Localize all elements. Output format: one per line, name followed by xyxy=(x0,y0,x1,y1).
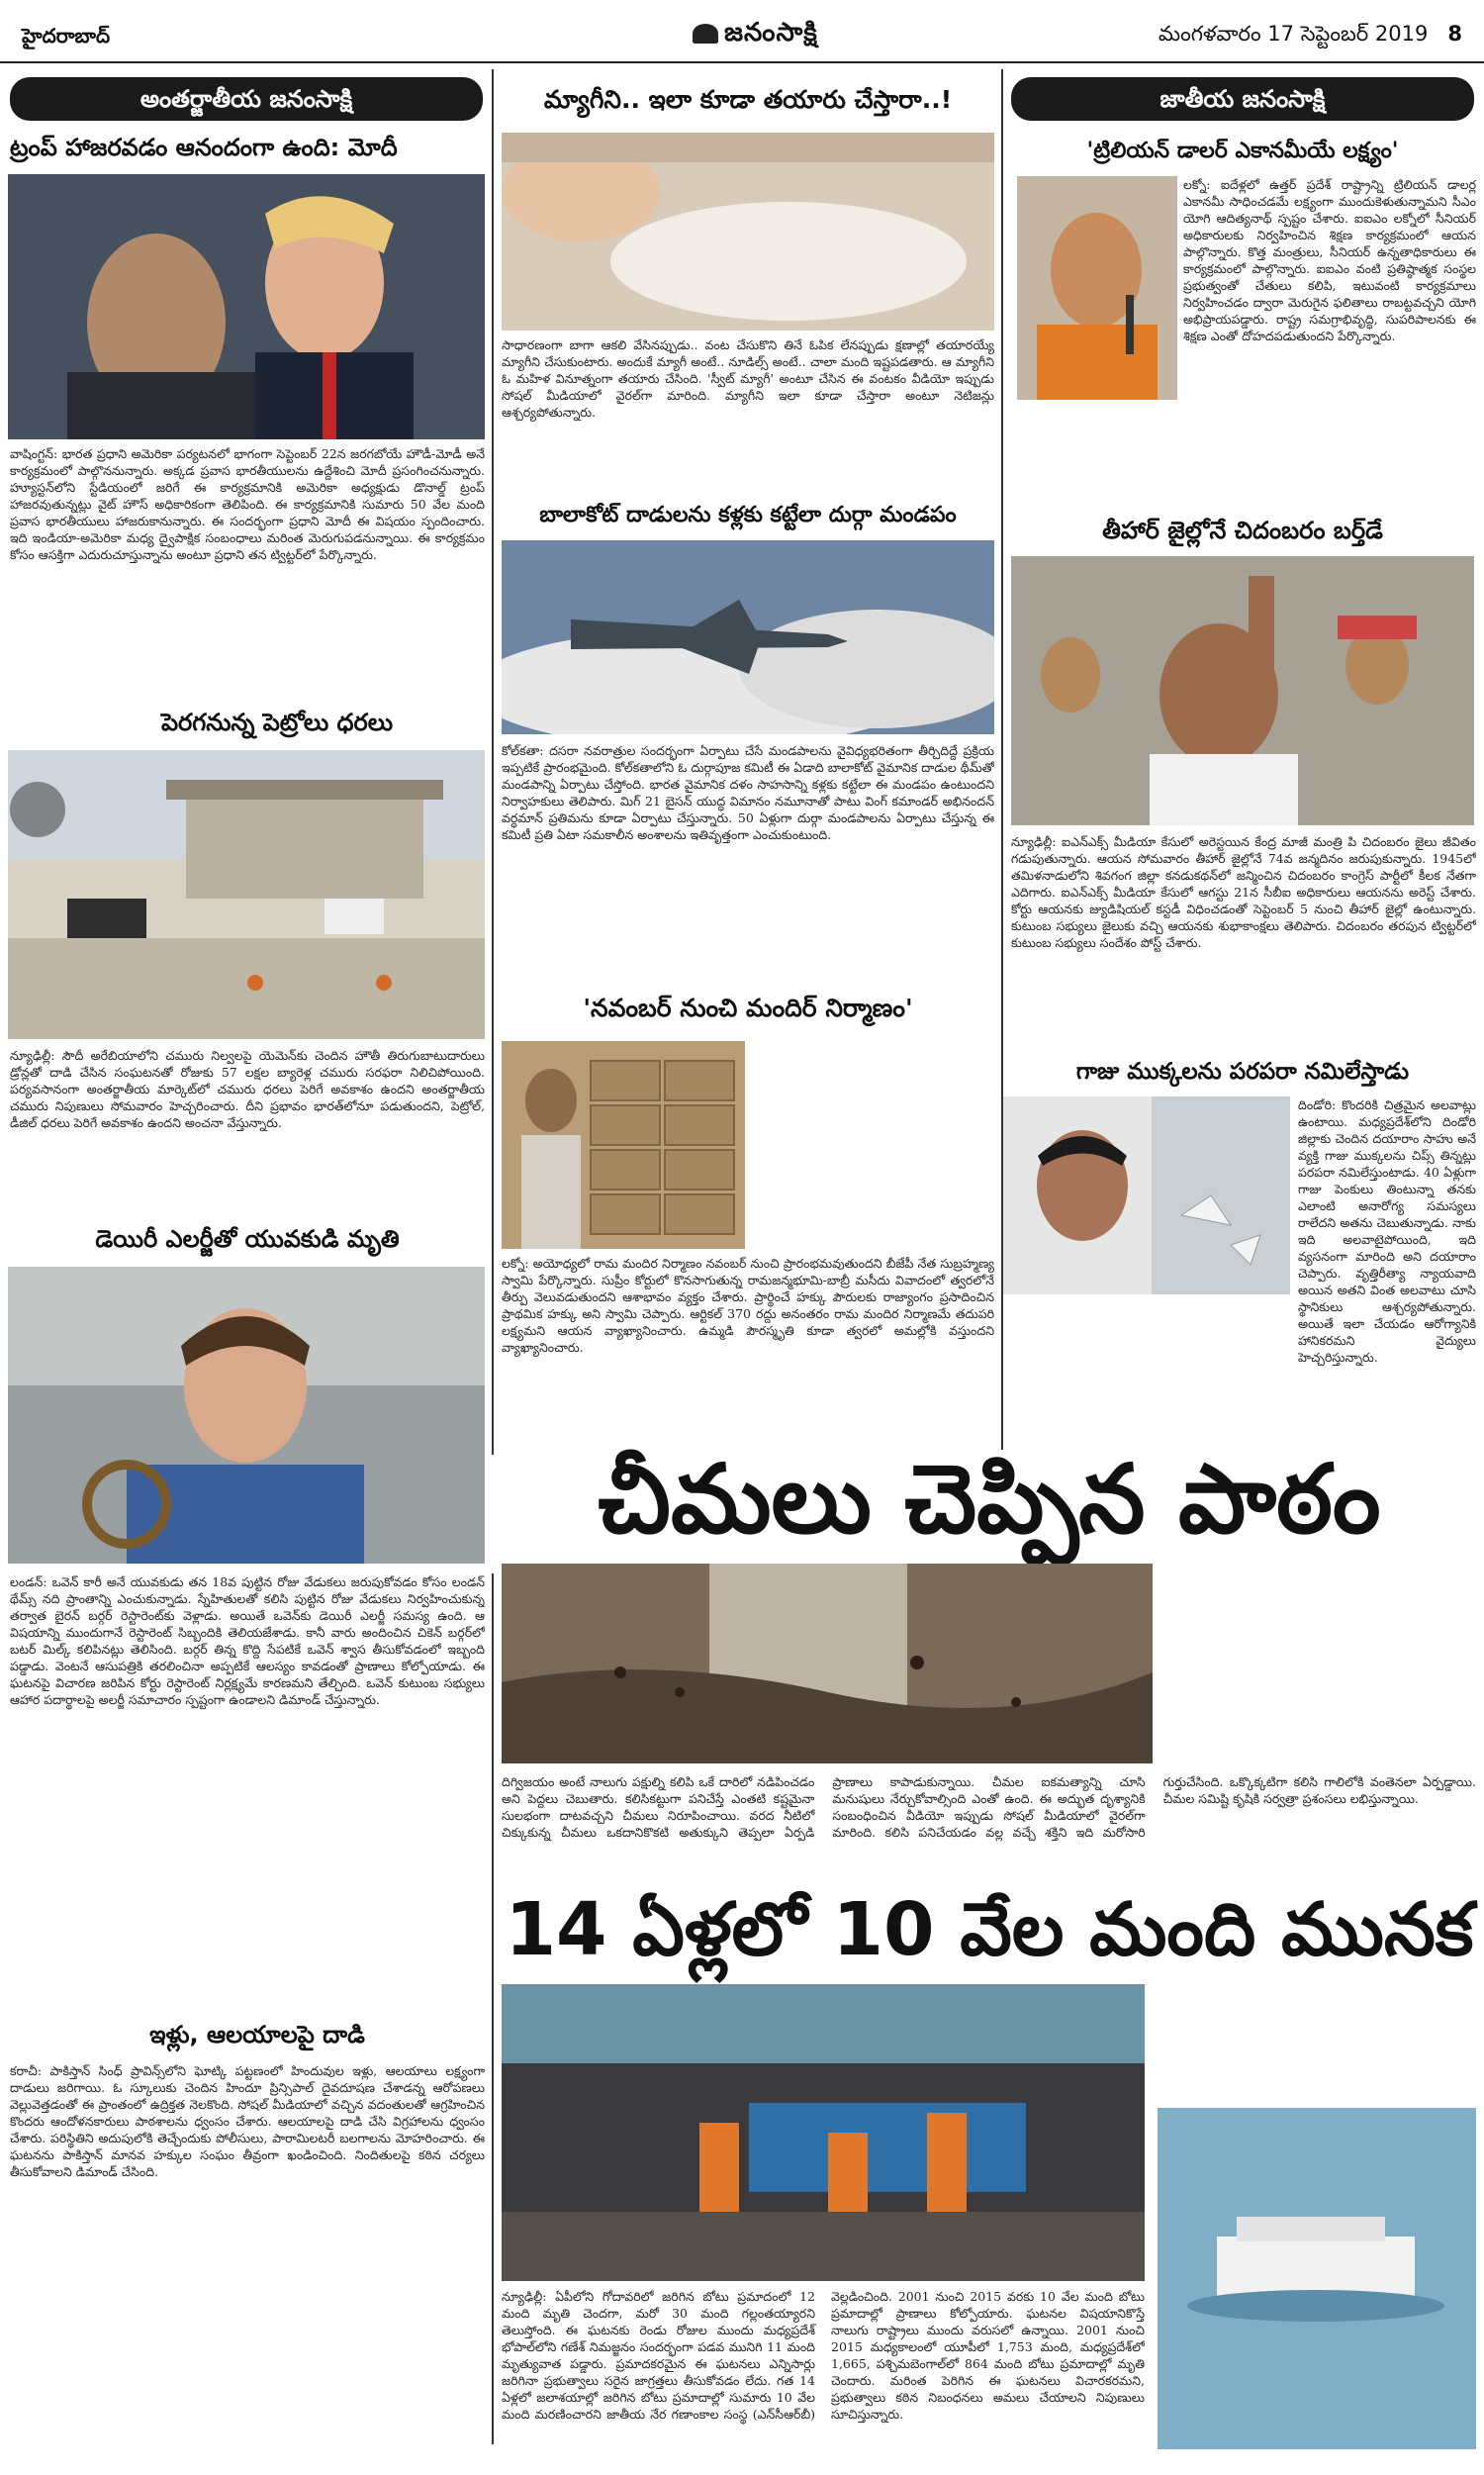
article-temples-attack: కరాచీ: పాకిస్తాన్ సింధ్ ప్రావిన్స్‌లోని ఘోట్కి పట్టణంలో హిందువుల ఇళ్లు, ఆలయాలు లక్ష్యంగా దాడులు జరిగాయి. ఓ స్కూలుకు చెందిన హిందూ ప్రిన్సిపాల్ దైవదూషణ చేశాడన్న ఆరోపణలు వెల్లువెత్తడంతో ఈ ప్రాంతంలో ఉద్రిక్తత నెలకొంది. సోషల్ మీడియాలో వచ్చిన వదంతులతో ఆగ్రహించిన కొందరు ఆందోళనకారులు పాఠశాలను ధ్వంసం చేశారు. ఆలయాలపై దాడి చేసి విగ్రహాలను ధ్వంసం చేశారు. పరిస్థితిని అదుపులోకి తెచ్చేందుకు పోలీసులు, పారామిలటరీ బలగాలను మోహరించారు. ఈ ఘటనను పాకిస్తాన్ మానవ హక్కుల సంఘం తీవ్రంగా ఖండించింది. నిందితులపై కఠిన చర్యలు తీసుకోవాలని డిమాండ్ చేసింది. xyxy=(10,2063,485,2179)
headline-maggi: మ్యాగీని.. ఇలా కూడా తయారు చేస్తారా..! xyxy=(543,85,953,114)
section-banner-national: జాతీయ జనంసాక్షి xyxy=(1011,77,1474,121)
article-trillion-economy-continued xyxy=(1011,404,1476,515)
article-boat-deaths: న్యూఢిల్లీ: ఏపీలోని గోదావరిలో జరిగిన బోటు ప్రమాదంలో 12 మంది మృతి చెందగా, మరో 30 మంది గల్లంతయ్యారని తెలుస్తోంది. ఈ ఘటనకు రెండు రోజుల ముందు మధ్యప్రదేశ్ భోపాల్‌లోని గణేశ్ నిమజ్జనం సందర్భంగా పడవ మునిగి 11 మంది మృత్యువాత పడ్డారు. ప్రమాదకరమైన ఈ ఘటనలు ఎన్నిసార్లు జరిగినా ప్రభుత్వాలు సరైన జాగ్రత్తలు తీసుకోవడం లేదు. గత 14 ఏళ్లలో జలాశయాల్లో జరిగిన బోటు ప్రమాదాల్లో సుమారు 10 వేల మంది మరణించారని జాతీయ నేర గణాంకాల సంస్థ (ఎన్‌సీఆర్‌బీ) వెల్లడించింది. 2001 నుంచి 2015 వరకు 10 వేల మంది బోటు ప్రమాదాల్లో ప్రాణాలు కోల్పోయారు. ఘటనల విషయానికొస్తే నాలుగు రాష్ట్రాలు ముందు వరుసలో ఉన్నాయి. 2001 నుంచి 2015 మధ్యకాలంలో యూపీలో 1,753 మంది, మధ్యప్రదేశ్‌లో 1,665, పశ్చిమబెంగాల్‌లో 864 మంది బోటు ప్రమాదాల్లో మృతి చెందారు. మరింత పెరిగిన ఈ ఘటనలు విచారకరమని, ప్రభుత్వాలు కఠిన నిబంధనలు అమలు చేయాలని నిపుణులు సూచిస్తున్నారు. xyxy=(502,2289,1145,2422)
article-maggi: సాధారణంగా బాగా ఆకలి వేసినప్పుడు.. వంట చేసుకొని తినే ఓపిక లేనప్పుడు క్షణాల్లో తయారయ్యే మ్యాగీని చేసుకుంటారు. అందుకే మ్యాగీ అంటే.. నూడిల్స్ అంటే.. చాలా మంది ఇష్టపడతారు. ఆ మ్యాగీని ఓ మహిళ వినూత్నంగా తయారు చేసింది. 'స్వీట్ మ్యాగీ' అంటూ చేసిన ఈ వంటకం వీడియో ఇప్పుడు సోషల్ మీడియాలో వైరల్‌గా మారింది. మ్యాగీని ఇలా కూడా చేస్తారా అంటూ నెటిజన్లు ఆశ్చర్యపోతున్నారు. xyxy=(502,337,994,420)
headline-ants-lesson: చీమలు చెప్పిన పాఠం xyxy=(598,1444,1381,1555)
article-mandir-construction: లక్నో: అయోధ్యలో రామ మందిర నిర్మాణం నవంబర్ నుంచి ప్రారంభమవుతుందని బీజేపీ నేత సుబ్రహ్మణ్య స్వామి పేర్కొన్నారు. సుప్రీం కోర్టులో కొనసాగుతున్న రామజన్మభూమి-బాబ్రీ మసీదు వివాదంలో త్వరలోనే తీర్పు వెలువడుతుందని ఆశాభావం వ్యక్తం చేశారు. ప్రార్థించే హక్కు పౌరులకు రాజ్యాంగం ప్రసాదించిన ప్రాథమిక హక్కు అని స్వామి చెప్పారు. ఆర్టికల్ 370 రద్దు అనంతరం రామ మందిర నిర్మాణమే తదుపరి లక్ష్యమని ఆయన వ్యాఖ్యానించారు. ఉమ్మడి పౌరస్మృతి కూడా త్వరలో అమల్లోకి వస్తుందని వ్యాఖ్యానించారు. xyxy=(502,1256,994,1355)
photo-maggi xyxy=(502,133,994,331)
masthead xyxy=(0,0,1484,63)
page-number: 8 xyxy=(1447,22,1462,46)
article-dairy-allergy: లండన్: ఒవెన్ కారీ అనే యువకుడు తన 18వ పుట్టిన రోజు వేడుకలు జరుపుకోవడం కోసం లండన్ థేమ్స్ నది ప్రాంతాన్ని ఎంచుకున్నాడు. స్నేహితులతో కలిసి పుట్టిన రోజు వేడుకలు నిర్వహించుకున్న తర్వాత బైరన్ బర్గర్ రెస్టారెంట్‌కు వెళ్లాడు. అయితే ఒవెన్‌కు డెయిరీ ఎలర్జీ సమస్య ఉంది. ఆ విషయాన్ని ముందుగానే రెస్టారెంట్ సిబ్బందికి తెలియజేశాడు. కానీ వారు అందించిన చికెన్ బర్గర్‌లో బటర్ మిల్క్ కలిపినట్లు తెలిసింది. బర్గర్ తిన్న కొద్ది సేపటికే ఒవెన్ శ్వాస తీసుకోవడంలో ఇబ్బంది పడ్డాడు. వెంటనే ఆసుపత్రికి తరలించినా అప్పటికే ఆలస్యం కావడంతో ప్రాణాలు కోల్పోయాడు. ఈ ఘటనపై విచారణ జరిపిన కోర్టు రెస్టారెంట్ నిర్లక్ష్యమే కారణమని తేల్చింది. ఒవెన్ కుటుంబ సభ్యులు ఆహార పదార్థాలపై అలర్జీ సమాచారం స్పష్టంగా ఉండాలని డిమాండ్ చేస్తున్నారు. xyxy=(10,1574,485,1707)
headline-mandir-construction: 'నవంబర్ నుంచి మందిర్ నిర్మాణం' xyxy=(583,994,913,1022)
article-glass-eater: దిండోరి: కొందరికి చిత్రమైన అలవాట్లు ఉంటాయి. మధ్యప్రదేశ్‌లోని దిండోరి జిల్లాకు చెందిన దయారాం సాహు అనే వ్యక్తి గాజు ముక్కలను చిప్స్ తిన్నట్లు పరపరా నమిలేస్తుంటాడు. 40 ఏళ్లుగా గాజు పెంకులు తింటున్నా తనకు ఎలాంటి అనారోగ్య సమస్యలు రాలేదని అతను చెబుతున్నాడు. నాకు ఇది అలవాటైపోయింది, ఇది వ్యసనంగా మారింది అని దయారాం చెప్పారు. వృత్తిరీత్యా న్యాయవాది అయిన అతని వింత అలవాటు చూసి స్థానికులు ఆశ్చర్యపోతున్నారు. అయితే ఇలా చేయడం ఆరోగ్యానికి హానికరమని వైద్యులు హెచ్చరిస్తున్నారు. xyxy=(1298,1097,1476,1365)
headline-boat-deaths: 14 ఏళ్లలో 10 వేల మంది మునక xyxy=(505,1887,1474,1972)
photo-chidambaram xyxy=(1011,556,1474,825)
article-petrol-prices: న్యూఢిల్లీ: సౌదీ అరేబియాలోని చమురు నిల్వలపై యెమెన్‌కు చెందిన హౌతీ తిరుగుబాటుదారులు డ్రోన్లతో దాడి చేసిన సంఘటనతో రోజుకు 57 లక్షల బ్యారెళ్ల చమురు సరఫరా నిలిచిపోయింది. పర్యవసానంగా అంతర్జాతీయ మార్కెట్‌లో చమురు ధరలు పెరిగే అవకాశం ఉందని అంతర్జాతీయ చమురు నిపుణులు సోమవారం హెచ్చరించారు. దీని ప్రభావం భారత్‌లోనూ పడుతుందని, పెట్రోల్, డీజిల్ ధరలు పెరిగే అవకాశం ఉందని అంచనా వేస్తున్నారు. xyxy=(10,1048,485,1130)
headline-temples-attack: ఇళ్లు, ఆలయాలపై దాడి xyxy=(149,2021,365,2048)
article-trillion-economy: లక్నో: ఐదేళ్లలో ఉత్తర్ ప్రదేశ్ రాష్ట్రాన్ని ట్రిలియన్ డాలర్ల ఎకానమీ సాధించడమే లక్ష్యంగా ముందుకెళుతున్నామని సీఎం యోగి ఆదిత్యనాథ్ స్పష్టం చేశారు. ఐఐఎం లక్నోలో సీనియర్ అధికారులకు నిర్వహించిన శిక్షణ కార్యక్రమంలో ఆయన పాల్గొన్నారు. కొత్త మంత్రులు, సీనియర్ ఉన్నతాధికారులు ఈ కార్యక్రమంలో పాల్గొన్నారు. ఐఐఎం వంటి ప్రతిష్ఠాత్మక సంస్థల ప్రభుత్వంతో చేతులు కలిపి, ఇటువంటి కార్యక్రమాలు నిర్వహించడం ద్వారా మెరుగైన ఫలితాలు రాబట్టవచ్చని యోగి అభిప్రాయపడ్డారు. రాష్ట్ర సమగ్రాభివృద్ధి, సుపరిపాలనకు ఈ శిక్షణ ఎంతో దోహదపడుతుందని పేర్కొన్నారు. xyxy=(1183,177,1476,343)
photo-ants-bridge xyxy=(502,1564,1153,1763)
column-rule-left xyxy=(492,69,494,1455)
photo-boat-river xyxy=(1158,2108,1476,2449)
headline-petrol-prices: పెరగనున్న పెట్రోలు ధరలు xyxy=(160,709,394,736)
headline-glass-eater: గాజు ముక్కలను పరపరా నమిలేస్తాడు xyxy=(1075,1059,1410,1085)
article-balakot-mandapam: కోల్‌కతా: దసరా నవరాత్రుల సందర్భంగా ఏర్పాటు చేసే మండపాలను వైవిధ్యభరితంగా తీర్చిదిద్దే ప్రక్రియ ఇప్పటికే ప్రారంభమైంది. కోల్‌కతాలోని ఓ దుర్గాపూజ కమిటీ ఈ ఏడాది బాలాకోట్ వైమానిక దాడుల థీమ్‌తో మండపాన్ని ఏర్పాటు చేస్తోంది. భారత వైమానిక దళం సాహసాన్ని కళ్లకు కట్టేలా ఈ మండపం ఉంటుందని నిర్వాహకులు తెలిపారు. మిగ్ 21 బైసన్ యుద్ధ విమానం నమూనాతో పాటు వింగ్ కమాండర్ అభినందన్ వర్ధమాన్ ప్రతిమను కూడా ఏర్పాటు చేస్తున్నారు. 50 ఏళ్లుగా దుర్గా మండపాలను ఏర్పాటు చేస్తున్న ఈ కమిటీ ప్రతి ఏటా సమకాలీన అంశాలను ఇతివృత్తంగా ఎంచుకుంటుంది. xyxy=(502,743,994,842)
section-banner-international: అంతర్జాతీయ జనంసాక్షి xyxy=(10,77,483,121)
article-ants-lesson: దిగ్విజయం అంటే నాలుగు పక్షుల్ని కలిపి ఒకే దారిలో నడిపించడం అని పెద్దలు చెబుతారు. కలిసికట్టుగా పనిచేస్తే ఎంతటి కష్టమైనా సులభంగా దాటవచ్చని చీమలు నిరూపించాయి. వరద నీటిలో చిక్కుకున్న చీమలు ఒకదానికొకటి అతుక్కుని తెప్పలా ఏర్పడి ప్రాణాలు కాపాడుకున్నాయి. చీమల ఐకమత్యాన్ని చూసి మనుషులు నేర్చుకోవాల్సింది ఎంతో ఉంది. ఈ అద్భుత దృశ్యానికి సంబంధించిన వీడియో ఇప్పుడు సోషల్ మీడియాలో వైరల్‌గా మారింది. కలిసి పనిచేయడం వల్ల వచ్చే శక్తిని ఇది మరోసారి గుర్తుచేసింది. ఒక్కొక్కటిగా కలిసి గాలిలోకి వంతెనలా ఏర్పడ్డాయి. చీమల సమిష్టి కృషికి సర్వత్రా ప్రశంసలు లభిస్తున్నాయి. xyxy=(502,1774,1476,1840)
headline-trump-modi: ట్రంప్ హాజరవడం ఆనందంగా ఉంది: మోదీ xyxy=(10,134,398,161)
photo-modi-trump xyxy=(8,174,485,439)
photo-yogi xyxy=(1017,176,1177,400)
photo-oil-facility xyxy=(8,750,485,1039)
paper-logo-icon xyxy=(693,24,718,44)
headline-dairy-allergy: డెయిరీ ఎలర్జీతో యువకుడి మృతి xyxy=(95,1225,400,1253)
photo-fighter-jet xyxy=(502,540,994,734)
headline-balakot-mandapam: బాలాకోట్ దాడులను కళ్లకు కట్టేలా దుర్గా మండపం xyxy=(539,503,957,527)
photo-ayodhya-stones xyxy=(502,1041,745,1249)
photo-boat-rescue xyxy=(502,1984,1145,2281)
photo-young-man xyxy=(8,1267,485,1564)
article-trump-modi: వాషింగ్టన్: భారత ప్రధాని అమెరికా పర్యటనలో భాగంగా సెప్టెంబర్ 22న జరగబోయే హౌడీ-మోడీ అనే కార్యక్రమంలో పాల్గొననున్నారు. అక్కడ ప్రవాస భారతీయులను ఉద్దేశించి మోదీ ప్రసంగించనున్నారు. హ్యూస్టన్‌లోని స్టేడియంలో జరిగే ఈ కార్యక్రమానికి అమెరికా అధ్యక్షుడు డొనాల్డ్ ట్రంప్ హాజరవుతున్నట్లు వైట్ హౌస్ అధికారికంగా తెలిపింది. ఈ కార్యక్రమానికి సుమారు 50 వేల మంది ప్రవాస భారతీయులు హాజరుకానున్నారు. ఈ సందర్భంగా ప్రధాని మోదీ ఈ విషయం స్పందించారు. ఇది ఇండియా-అమెరికా మధ్య ద్వైపాక్షిక సంబంధాలు మరింత మెరుగుపడనున్నాయి. ఈ కార్యక్రమం కోసం ఆసక్తిగా ఎదురుచూస్తున్నాను అంటూ ప్రధాని తన ట్విట్టర్‌లో పేర్కొన్నారు. xyxy=(10,446,485,562)
column-rule-left-lower xyxy=(492,1573,494,2444)
masthead-date: మంగళవారం 17 సెప్టెంబర్ 2019 8 xyxy=(1158,22,1462,46)
headline-chidambaram: తీహార్ జైల్లోనే చిదంబరం బర్త్‌డే xyxy=(1102,517,1383,544)
article-chidambaram: న్యూఢిల్లీ: ఐఎన్ఎక్స్ మీడియా కేసులో అరెస్టయిన కేంద్ర మాజీ మంత్రి పి చిదంబరం జైలు జీవితం గడుపుతున్నారు. ఆయన సోమవారం తీహార్ జైల్లోనే 74వ జన్మదినం జరుపుకున్నారు. 1945లో తమిళనాడులోని శివగంగ జిల్లా కనడుకథన్‌లో జన్మించిన చిదంబరం కాంగ్రెస్ పార్టీలో కీలక నేతగా ఎదిగారు. ఐఎన్ఎక్స్ మీడియా కేసులో ఆగస్టు 21న సీబీఐ అధికారులు ఆయనను అరెస్ట్ చేశారు. కోర్టు ఆయనకు జ్యుడిషియల్ కస్టడీ విధించడంతో సెప్టెంబర్ 5 నుంచి తీహార్ జైల్లో ఉంటున్నారు. కుటుంబ సభ్యులు జైలుకు వచ్చి ఆయనకు శుభాకాంక్షలు తెలిపారు. చిదంబరం తరపున ట్విట్టర్‌లో కుటుంబ సభ్యులు సందేశం పోస్ట్ చేశారు. xyxy=(1011,834,1476,950)
masthead-city: హైదరాబాద్ xyxy=(22,24,111,48)
masthead-paper-name: జనంసాక్షి xyxy=(693,18,818,53)
headline-trillion-economy: 'ట్రిలియన్ డాలర్ ఎకానమీయే లక్ష్యం' xyxy=(1086,139,1399,163)
photo-glass-eater xyxy=(1003,1096,1290,1294)
